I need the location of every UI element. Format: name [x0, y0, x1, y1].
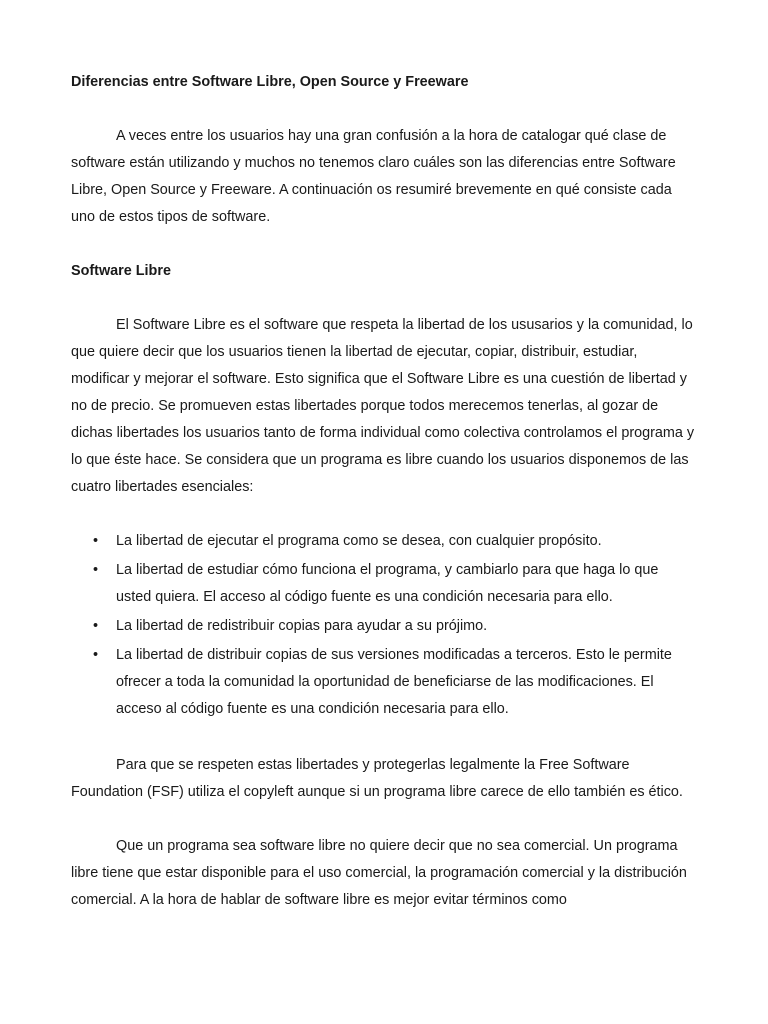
spacer [71, 96, 696, 123]
bullet-icon: • [93, 618, 99, 634]
list-item [71, 642, 696, 723]
intro-paragraph: A veces entre los usuarios hay una gran confusión a la hora de catalogar qué clase de software están utilizando y muchos no tenemos claro cuáles son las diferencias entre Software Libre, Open Source y Freeware. A continuación os resumiré brevemente en qué consiste cada uno de estos tipos de software. [71, 128, 676, 225]
body-paragraph-2: Para que se respeten estas libertades y protegerlas legalmente la Free Software Foundation (FSF) utiliza el copyleft aunque si un programa libre carece de ello también es ético. [71, 757, 683, 800]
body-paragraph-1: El Software Libre es el software que respeta la libertad de los ususarios y la comunidad, lo que quiere decir que los usuarios tienen la libertad de ejecutar, copiar, distribuir, estudiar, modificar y mejorar el software. Esto significa que el Software Libre es una cuestión de libertad y no de precio. Se promueven estas libertades porque todos merecemos tenerlas, al gozar de dichas libertades los usuarios tanto de forma individual como colectiva controlamos el programa y lo que éste hace. Se considera que un programa es libre cuando los usuarios disponemos de las cuatro libertades esenciales: [71, 317, 695, 495]
list-item [71, 557, 696, 611]
list-item-text: La libertad de estudiar cómo funciona el programa, y cambiarlo para que haga lo que usted quiera. El acceso al código fuente es una condición necesaria para ello. [116, 562, 659, 605]
list-item [71, 528, 696, 555]
list-item-text: La libertad de distribuir copias de sus versiones modificadas a terceros. Esto le permite ofrecer a toda la comunidad la oportunidad de beneficiarse de las modificaciones. El acceso al código fuente es una condición necesaria para ello. [116, 647, 672, 717]
body-paragraph-3: Que un programa sea software libre no quiere decir que no sea comercial. Un programa libre tiene que estar disponible para el uso comercial, la programación comercial y la distribución comercial. A la hora de hablar de software libre es mejor evitar términos como [71, 838, 687, 908]
section-heading: Software Libre [71, 263, 171, 279]
document-title: Diferencias entre Software Libre, Open Source y Freeware [71, 74, 469, 90]
spacer [71, 231, 696, 258]
bullet-icon: • [93, 647, 99, 663]
spacer [71, 806, 696, 833]
list-item-text: La libertad de ejecutar el programa como se desea, con cualquier propósito. [116, 533, 602, 549]
bullet-icon: • [93, 562, 99, 578]
spacer [71, 285, 696, 312]
spacer [71, 501, 696, 528]
list-item-text: La libertad de redistribuir copias para ayudar a su prójimo. [116, 618, 488, 634]
bullet-icon: • [93, 533, 99, 549]
list-item [71, 613, 696, 640]
spacer [71, 725, 696, 752]
freedoms-list [71, 528, 696, 723]
